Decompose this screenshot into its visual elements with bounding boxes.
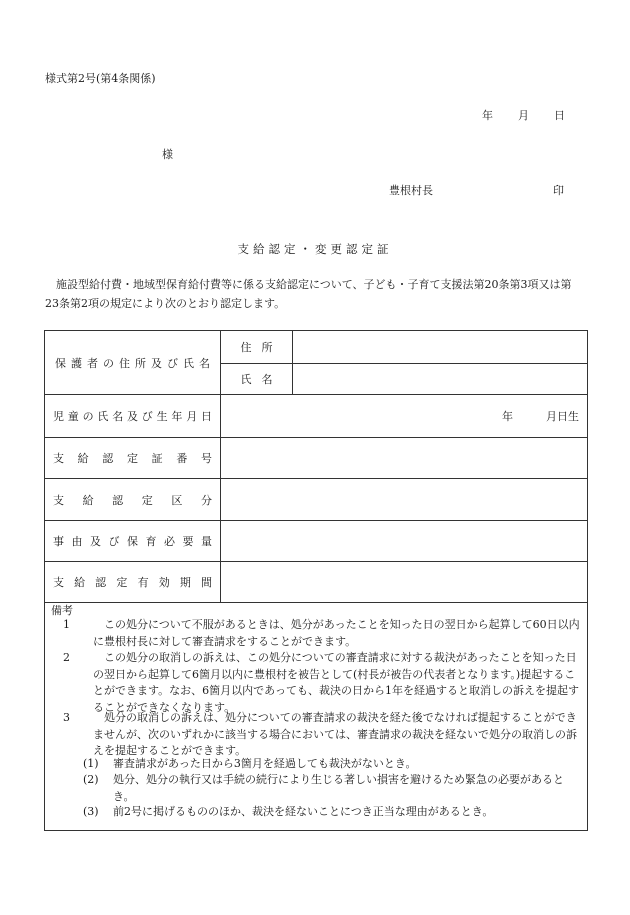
category-field[interactable] bbox=[221, 479, 588, 521]
child-born: 日生 bbox=[557, 410, 579, 423]
form-number: 様式第2号(第4条関係) bbox=[45, 72, 156, 85]
remark-subitem: (2) 処分、処分の執行又は手続の続行により生じる著しい損害を避けるため緊急の必要があるとき。 bbox=[83, 773, 564, 803]
remark-item: 3 処分の取消しの訴えは、処分についての審査請求の裁決を経た後でなければ提起することができませんが、次のいずれかに該当する場合においては、審査請求の裁決を経ないで処分の取消しの訴えを提起することができます。 bbox=[63, 711, 577, 757]
name-label: 氏名 bbox=[221, 364, 293, 395]
document-title: 支給認定・変更認定証 bbox=[237, 242, 393, 256]
body-text: 施設型給付費・地域型保育給付費等に係る支給認定について、子ども・子育て支援法第20条第3項又は第23条第2項の規定により次のとおり認定します。 bbox=[45, 278, 572, 310]
category-label: 支給認定区分 bbox=[45, 479, 221, 521]
remark-subitem: (1) 審査請求があった日から3箇月を経過しても裁決がないとき。 bbox=[83, 757, 417, 770]
cert-number-label: 支給認定証番号 bbox=[45, 438, 221, 479]
date-day: 日 bbox=[554, 109, 565, 122]
child-month: 月 bbox=[546, 410, 557, 423]
name-field[interactable] bbox=[293, 364, 588, 395]
guardian-label: 保護者の住所及び氏名 bbox=[45, 331, 221, 395]
certificate-table bbox=[44, 330, 588, 603]
remark-item: 1 この処分について不服があるときは、処分があったことを知った日の翌日から起算して60日以内に豊根村長に対して審査請求をすることができます。 bbox=[63, 618, 580, 648]
child-field[interactable] bbox=[221, 395, 588, 438]
child-year: 年 bbox=[502, 410, 513, 423]
reason-label: 事由及び保育必要量 bbox=[45, 521, 221, 562]
child-label: 児童の氏名及び生年月日 bbox=[45, 395, 221, 438]
address-field[interactable] bbox=[293, 331, 588, 364]
validity-label: 支給認定有効期間 bbox=[45, 562, 221, 603]
remark-subitem: (3) 前2号に掲げるもののほか、裁決を経ないことにつき正当な理由があるとき。 bbox=[83, 805, 494, 818]
date-year: 年 bbox=[482, 109, 493, 122]
remarks-section bbox=[44, 601, 588, 831]
address-label: 住所 bbox=[221, 331, 293, 364]
issuer-name: 豊根村長 bbox=[389, 184, 433, 197]
addressee-suffix: 様 bbox=[162, 148, 173, 161]
remarks-heading: 備考 bbox=[51, 604, 73, 617]
validity-field[interactable] bbox=[221, 562, 588, 603]
date-month: 月 bbox=[518, 109, 529, 122]
issue-date bbox=[482, 107, 565, 123]
remark-item: 2 この処分の取消しの訴えは、この処分についての審査請求に対する裁決があったことを知った日の翌日から起算して6箇月以内に豊根村を被告として(村長が被告の代表者となります。)提起することができます。なお、6箇月以内であっても、裁決の日から1年を経過すると取消しの訴えを提起することができなくなります。 bbox=[63, 651, 580, 714]
reason-field[interactable] bbox=[221, 521, 588, 562]
cert-number-field[interactable] bbox=[221, 438, 588, 479]
seal-mark: 印 bbox=[553, 184, 564, 197]
